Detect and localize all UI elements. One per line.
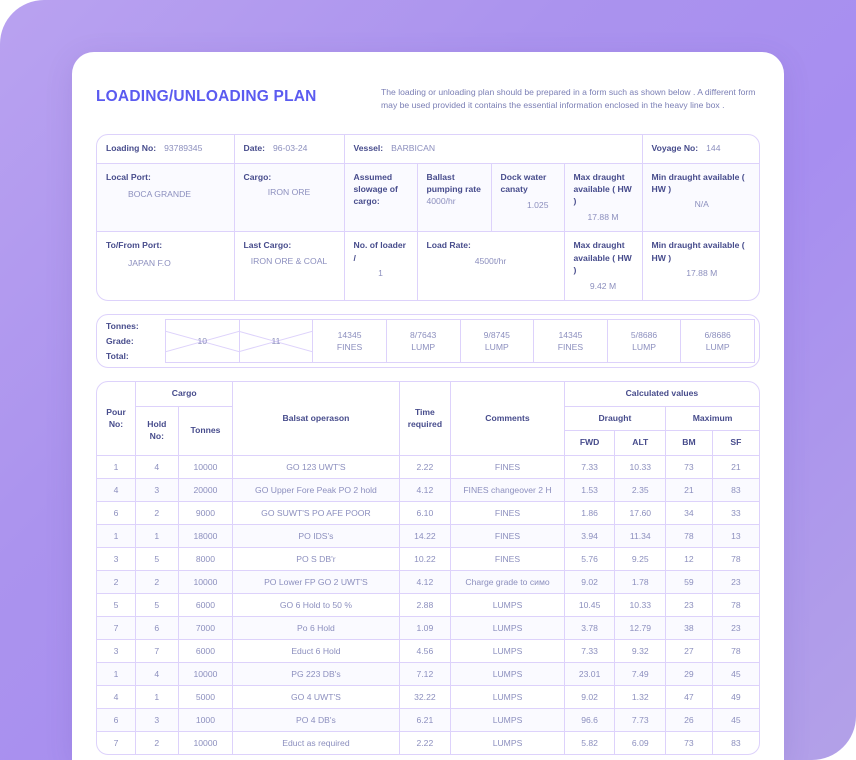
cell-bm: 12	[666, 547, 713, 570]
table-row	[97, 685, 759, 708]
cell-time-required: 2.22	[399, 731, 451, 754]
cell-time-required: 32.22	[399, 685, 451, 708]
info-row-2	[97, 163, 760, 232]
cell-tonnes: 10000	[178, 455, 233, 478]
to-from-port-label: To/From Port:	[106, 240, 163, 251]
cell-hold-no: 7	[136, 639, 179, 662]
cell-pour-no: 7	[97, 616, 136, 639]
cell-bm: 73	[666, 455, 713, 478]
voyage-value: 144	[706, 143, 721, 154]
min-draught-value-1: N/A	[694, 199, 709, 210]
tonnes-band-cell	[533, 319, 607, 363]
cell-bm: 23	[666, 593, 713, 616]
dock-water-cell	[491, 163, 564, 232]
last-cargo-label: Last Cargo:	[243, 240, 292, 251]
cell-tonnes: 10000	[178, 662, 233, 685]
cell-tonnes: 20000	[178, 478, 233, 501]
tonnes-band-value: 14345 FINES	[336, 330, 363, 353]
vessel-value: BARBICAN	[391, 143, 436, 154]
cell-fwd: 5.82	[564, 731, 615, 754]
cell-comment: FINES	[451, 547, 565, 570]
cell-pour-no: 3	[97, 547, 136, 570]
max-draught-value-2: 9.42 M	[589, 280, 617, 291]
cell-sf: 23	[712, 570, 759, 593]
tonnes-band-value: 9/8745 LUMP	[483, 330, 510, 353]
min-draught-label-2: Min draught available ( HW )	[651, 240, 745, 263]
cell-time-required: 4.12	[399, 478, 451, 501]
cell-time-required: 6.21	[399, 708, 451, 731]
cell-time-required: 10.22	[399, 547, 451, 570]
loading-operations-table	[96, 381, 760, 755]
cell-sf: 33	[712, 501, 759, 524]
cell-hold-no: 2	[136, 501, 179, 524]
tonnes-band-value: 6/8686 LUMP	[704, 330, 731, 353]
cell-fwd: 10.45	[564, 593, 615, 616]
cell-comment: FINES	[451, 455, 565, 478]
load-rate-label: Load Rate:	[426, 240, 471, 251]
cell-alt: 10.33	[615, 593, 666, 616]
cell-hold-no: 5	[136, 547, 179, 570]
cell-sf: 45	[712, 662, 759, 685]
cell-operation: GO SUWT'S PO AFE POOR	[233, 501, 399, 524]
cell-operation: GO 123 UWT'S	[233, 455, 399, 478]
total-label: Total:	[106, 351, 129, 362]
vessel-cell	[344, 135, 642, 163]
cell-sf: 78	[712, 547, 759, 570]
tonnes-band-cell	[312, 319, 386, 363]
cell-pour-no: 6	[97, 708, 136, 731]
local-port-cell	[97, 163, 234, 232]
cell-tonnes: 7000	[178, 616, 233, 639]
max-draught-value-1: 17.88 M	[587, 211, 619, 222]
voyage-cell	[642, 135, 760, 163]
cell-pour-no: 6	[97, 501, 136, 524]
cell-operation: PO S DB'r	[233, 547, 399, 570]
tonnes-grade-band	[96, 314, 760, 368]
cell-alt: 10.33	[615, 455, 666, 478]
cell-comment: FINES	[451, 524, 565, 547]
tonnes-band-value: 5/8686 LUMP	[630, 330, 658, 353]
vessel-info-block	[96, 134, 760, 301]
cell-sf: 83	[731, 737, 741, 748]
cell-bm: 29	[666, 662, 713, 685]
info-row-3	[97, 232, 760, 300]
cell-comment: LUMPS	[451, 616, 565, 639]
max-draught-cell-1	[564, 163, 642, 232]
cell-comment: FINES	[451, 501, 565, 524]
max-draught-label-2: Max draught available ( HW )	[573, 240, 632, 276]
cell-bm: 78	[666, 524, 713, 547]
tonnes-band-labels	[97, 315, 165, 367]
table-row	[97, 478, 759, 501]
cell-hold-no: 3	[136, 708, 179, 731]
th-calculated-values: Calculated values	[564, 382, 759, 406]
cell-tonnes: 18000	[178, 524, 233, 547]
cell-tonnes: 6000	[178, 593, 233, 616]
cell-hold-no: 2	[136, 570, 179, 593]
table-row	[97, 731, 759, 754]
cell-bm: 47	[666, 685, 713, 708]
tonnes-band-cell	[165, 319, 239, 363]
plan-card	[72, 52, 784, 760]
tonnes-band-value: 8/7643 LUMP	[410, 330, 437, 353]
cell-time-required: 14.22	[399, 524, 451, 547]
cell-tonnes: 5000	[178, 685, 233, 708]
tonnes-band-value: 11	[271, 336, 281, 347]
cell-comment: LUMPS	[451, 685, 565, 708]
to-from-port-value: JAPAN F.O	[128, 257, 171, 268]
min-draught-value-2: 17.88 M	[686, 268, 718, 279]
th-tonnes: Tonnes	[178, 406, 233, 455]
document-description: The loading or unloading plan should be prepared in a form such as shown below . A different form may be used provided it contains the essential information enclosed in the heavy line box .	[381, 87, 756, 111]
cell-operation: PO Lower FP GO 2 UWT'S	[233, 570, 399, 593]
th-time-required: Time required	[399, 382, 451, 455]
cell-sf: 78	[712, 639, 759, 662]
cell-pour-no: 4	[97, 478, 136, 501]
cell-hold-no: 5	[136, 593, 179, 616]
table-body	[97, 455, 759, 754]
table-row	[97, 708, 759, 731]
tonnes-band-value: 10	[197, 336, 208, 347]
cell-time-required: 4.56	[399, 639, 451, 662]
cell-sf: 13	[712, 524, 759, 547]
date-value: 96-03-24	[273, 143, 308, 154]
cell-comment: LUMPS	[451, 639, 565, 662]
th-hold-no: Hold No:	[136, 406, 179, 455]
table-row	[97, 593, 759, 616]
cell-operation: GO Upper Fore Peak PO 2 hold	[233, 478, 399, 501]
cell-sf: 23	[712, 616, 759, 639]
max-draught-cell-2	[564, 232, 642, 300]
cell-pour-no: 1	[97, 455, 136, 478]
document-header	[96, 82, 760, 112]
cell-hold-no: 4	[136, 455, 179, 478]
cell-time-required: 2.22	[399, 455, 451, 478]
cell-bm: 38	[666, 616, 713, 639]
tonnes-band-cell	[386, 319, 460, 363]
tonnes-band-value: 14345 FINES	[557, 330, 584, 353]
cell-operation: GO 4 UWT'S	[233, 685, 399, 708]
cell-alt: 7.49	[615, 662, 666, 685]
assumed-slowage-cell	[344, 163, 417, 232]
cell-alt: 1.78	[615, 570, 666, 593]
cell-operation: Educt 6 Hold	[233, 639, 399, 662]
to-from-port-cell	[97, 232, 234, 300]
cell-hold-no: 4	[136, 662, 179, 685]
tonnes-band-cell	[460, 319, 534, 363]
cell-comment: LUMPS	[451, 708, 565, 731]
cell-time-required: 1.09	[399, 616, 451, 639]
th-comments: Comments	[451, 382, 565, 455]
cell-comment: LUMPS	[451, 731, 565, 754]
cell-hold-no: 1	[136, 685, 179, 708]
cell-fwd: 9.02	[564, 685, 615, 708]
table-row	[97, 524, 759, 547]
cell-fwd: 23.01	[564, 662, 615, 685]
cell-fwd: 3.94	[564, 524, 615, 547]
cell-operation: GO 6 Hold to 50 %	[233, 593, 399, 616]
cell-operation: Educt as required	[233, 731, 399, 754]
date-label: Date:	[243, 143, 265, 154]
cell-alt: 12.79	[615, 616, 666, 639]
loader-count-value: 1	[378, 268, 383, 279]
ballast-rate-cell	[417, 163, 491, 232]
table-row	[97, 501, 759, 524]
loader-count-label: No. of loader /	[353, 240, 407, 263]
th-fwd: FWD	[564, 431, 615, 456]
max-draught-label-1: Max draught available ( HW )	[573, 171, 632, 207]
assumed-slowage-label: Assumed slowage of cargo:	[353, 171, 398, 207]
cell-operation: PO IDS's	[233, 524, 399, 547]
cell-operation: PG 223 DB's	[233, 662, 399, 685]
cell-fwd: 3.78	[564, 616, 615, 639]
th-bm: BM	[666, 431, 713, 456]
loading-no-label: Loading No:	[106, 143, 157, 154]
cell-hold-no: 3	[136, 478, 179, 501]
cell-sf: 49	[712, 685, 759, 708]
cell-bm: 59	[666, 570, 713, 593]
cell-pour-no: 4	[97, 685, 136, 708]
load-rate-value: 4500t/hr	[474, 255, 507, 266]
cell-bm: 26	[666, 708, 713, 731]
cell-tonnes: 6000	[178, 639, 233, 662]
cell-pour-no: 1	[97, 524, 136, 547]
cell-bm: 34	[666, 501, 713, 524]
tonnes-band-cell	[680, 319, 755, 363]
cell-time-required: 2.88	[399, 593, 451, 616]
last-cargo-value: IRON ORE & COAL	[250, 255, 328, 266]
last-cargo-cell	[234, 232, 344, 300]
cell-time-required: 4.12	[399, 570, 451, 593]
info-row-1	[97, 135, 760, 163]
cell-operation: PO 4 DB's	[233, 708, 399, 731]
cell-bm: 21	[666, 478, 713, 501]
cell-tonnes: 10000	[178, 570, 233, 593]
local-port-value: BOCA GRANDE	[128, 189, 192, 200]
cell-time-required: 6.10	[399, 501, 451, 524]
cell-bm: 73	[666, 731, 713, 754]
cell-pour-no: 1	[97, 662, 136, 685]
cell-alt: 9.32	[615, 639, 666, 662]
cell-comment: LUMPS	[451, 593, 565, 616]
tonnes-band-cell	[607, 319, 681, 363]
cell-fwd: 1.86	[564, 501, 615, 524]
cell-comment: Charge grade to симо	[451, 570, 565, 593]
page-title: LOADING/UNLOADING PLAN	[96, 88, 317, 105]
cell-time-required: 7.12	[399, 662, 451, 685]
ballast-rate-value: 4000/hr	[426, 196, 456, 207]
cell-tonnes: 10000	[178, 731, 233, 754]
cell-hold-no: 2	[136, 731, 179, 754]
cell-sf: 78	[712, 593, 759, 616]
table-row	[97, 570, 759, 593]
cell-sf: 21	[712, 455, 759, 478]
cell-alt: 1.32	[615, 685, 666, 708]
cell-fwd: 96.6	[564, 708, 615, 731]
cell-pour-no: 7	[97, 731, 136, 754]
cell-fwd: 7.33	[564, 455, 615, 478]
cell-comment: LUMPS	[451, 662, 565, 685]
dock-water-value: 1.025	[526, 200, 549, 211]
ballast-rate-label: Ballast pumping rate	[426, 171, 481, 195]
tonnes-grade-cells	[165, 315, 759, 367]
cell-pour-no: 2	[97, 570, 136, 593]
cargo-value: IRON ORE	[267, 187, 311, 198]
th-alt: ALT	[615, 431, 666, 456]
cargo-label: Cargo:	[243, 171, 272, 182]
th-operation: Balsat operason	[233, 382, 399, 455]
local-port-label: Local Port:	[106, 171, 151, 182]
cell-alt: 17.60	[615, 501, 666, 524]
cell-pour-no: 3	[97, 639, 136, 662]
cell-hold-no: 6	[136, 616, 179, 639]
cell-bm: 27	[666, 639, 713, 662]
th-cargo-group: Cargo	[136, 382, 233, 406]
cell-fwd: 7.33	[564, 639, 615, 662]
th-draught: Draught	[564, 406, 665, 431]
header-row-1	[97, 382, 759, 406]
table-row	[97, 662, 759, 685]
cell-alt: 6.09	[615, 731, 666, 754]
min-draught-cell-1	[642, 163, 760, 232]
table-row	[97, 639, 759, 662]
table-row	[97, 547, 759, 570]
min-draught-cell-2	[642, 232, 760, 300]
th-sf: SF	[712, 431, 759, 456]
th-maximum: Maximum	[666, 406, 759, 431]
vessel-label: Vessel:	[353, 143, 384, 154]
cell-pour-no: 5	[97, 593, 136, 616]
table-row	[97, 616, 759, 639]
voyage-label: Voyage No:	[651, 143, 699, 154]
min-draught-label-1: Min draught available ( HW )	[651, 171, 745, 195]
cell-tonnes: 8000	[178, 547, 233, 570]
cell-sf: 83	[712, 478, 759, 501]
cell-operation: Po 6 Hold	[233, 616, 399, 639]
cell-tonnes: 9000	[178, 501, 233, 524]
cell-comment: FINES changeover 2 H	[451, 478, 565, 501]
tonnes-band-cell	[239, 319, 313, 363]
cell-alt: 7.73	[615, 708, 666, 731]
tonnes-label: Tonnes:	[106, 321, 139, 332]
cell-fwd: 1.53	[564, 478, 615, 501]
cell-fwd: 9.02	[564, 570, 615, 593]
loading-no-cell	[97, 135, 234, 163]
cargo-cell	[234, 163, 344, 232]
loader-count-cell	[344, 232, 417, 300]
cell-tonnes: 1000	[178, 708, 233, 731]
cell-alt: 9.25	[615, 547, 666, 570]
cell-sf: 45	[712, 708, 759, 731]
cell-alt: 2.35	[615, 478, 666, 501]
cell-alt: 11.34	[615, 524, 666, 547]
dock-water-label: Dock water canaty	[500, 171, 547, 195]
date-cell	[234, 135, 344, 163]
load-rate-cell	[417, 232, 564, 300]
loading-no-value: 93789345	[164, 143, 203, 154]
cell-fwd: 5.76	[564, 547, 615, 570]
table-row	[97, 455, 759, 478]
grade-label: Grade:	[106, 336, 134, 347]
cell-hold-no: 1	[136, 524, 179, 547]
th-pour-no: Pour No:	[97, 382, 136, 455]
